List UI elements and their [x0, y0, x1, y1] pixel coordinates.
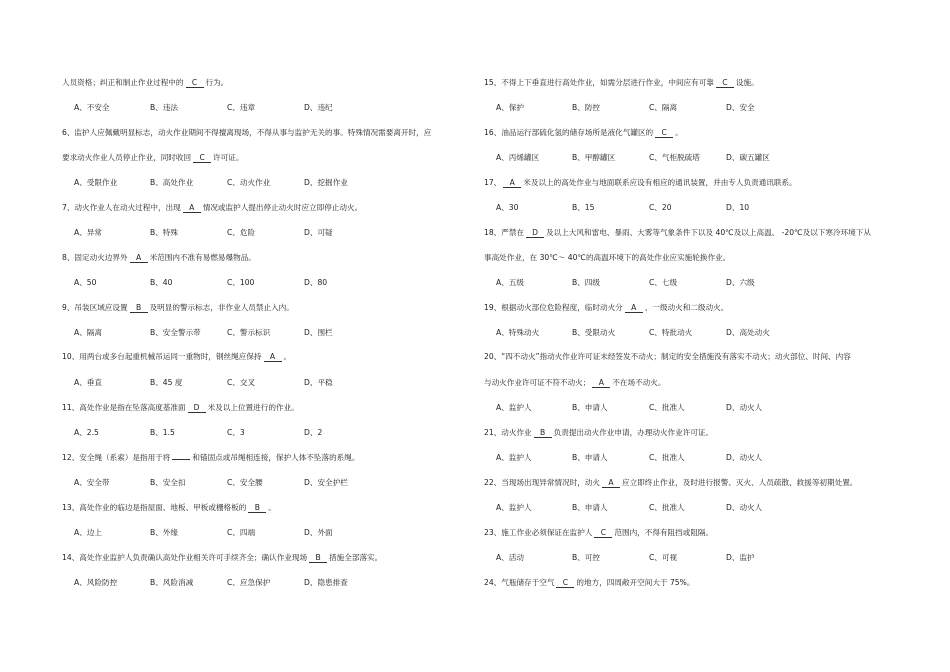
option-d: D、隐患排查: [304, 578, 348, 587]
question-line: [62, 303, 294, 313]
option-c: C、特批动火: [649, 328, 693, 337]
question-line: [484, 78, 759, 88]
question-text-after: 行为。: [205, 78, 229, 87]
question-text: 19、根据动火部位危险程度，临时动火分: [484, 303, 623, 312]
option-b: B、45 度: [150, 378, 183, 387]
option-b: B、40: [150, 278, 173, 287]
option-d: D、安全护栏: [304, 478, 348, 487]
options-row: [496, 328, 916, 338]
option-c: C、气柜脱硫塔: [649, 153, 700, 162]
option-b: B、受限动火: [572, 328, 616, 337]
option-c: C、3: [227, 428, 245, 437]
option-b: B、申请人: [572, 453, 608, 462]
answer-blank: C: [716, 78, 734, 88]
question-text: 事高处作业，在 30℃～ 40℃的高温环境下的高处作业应实施轮换作业。: [484, 253, 731, 262]
option-d: D、2: [304, 428, 323, 437]
option-b: B、甲醇罐区: [572, 153, 616, 162]
option-b: B、特殊: [150, 228, 178, 237]
options-row: [74, 578, 494, 588]
option-b: B、外缘: [150, 528, 178, 537]
question-text-after: 的地方，四周敞开空间大于 75%。: [576, 578, 695, 587]
option-b: B、1.5: [150, 428, 175, 437]
question-line: [484, 228, 871, 238]
option-a: A、丙烯罐区: [496, 153, 540, 162]
question-text: 7、动火作业人在动火过程中，出现: [62, 203, 181, 212]
option-b: B、安全警示带: [150, 328, 201, 337]
option-a: A、风险防控: [74, 578, 118, 587]
option-a: A、活动: [496, 553, 524, 562]
question-line: [62, 503, 276, 513]
question-text-after: 情况或监护人提出停止动火时应立即停止动火。: [202, 203, 363, 212]
option-c: C、安全腰: [227, 478, 263, 487]
question-text: 15、不得上下垂直进行高处作业，如需分层进行作业，中间应有可靠: [484, 78, 714, 87]
options-row: [74, 478, 494, 488]
option-d: D、高处动火: [726, 328, 770, 337]
option-d: D、违纪: [304, 103, 333, 112]
option-a: A、边上: [74, 528, 102, 537]
question-text: 6、监护人应佩戴明显标志，动火作业期间不得擅离现场，不得从事与监护无关的事。特殊情况需要离开时，应: [62, 128, 432, 137]
question-text-after: 设施。: [735, 78, 759, 87]
answer-blank: A: [592, 378, 610, 388]
option-a: A、监护人: [496, 403, 532, 412]
answer-blank: B: [309, 553, 327, 563]
question-line: [62, 352, 291, 362]
option-a: A、30: [496, 203, 519, 212]
answer-blank: A: [602, 478, 620, 488]
answer-blank: A: [503, 178, 521, 188]
option-c: C、批准人: [649, 503, 685, 512]
question-line: [484, 303, 728, 313]
option-b: B、申请人: [572, 503, 608, 512]
option-a: A、安全带: [74, 478, 110, 487]
answer-blank: D: [188, 403, 206, 413]
question-text: 9、吊装区域应设置: [62, 303, 128, 312]
option-c: C、隔离: [649, 103, 678, 112]
options-row: [74, 278, 494, 288]
answer-blank: C: [193, 153, 211, 163]
options-row: [496, 153, 916, 163]
answer-blank: A: [183, 203, 201, 213]
question-text-after: 许可证。: [213, 153, 244, 162]
question-line: [484, 528, 713, 538]
option-b: B、安全扣: [150, 478, 186, 487]
option-c: C、批准人: [649, 403, 685, 412]
question-text-after: 、一级动火和二级动火。: [644, 303, 729, 312]
question-text-after: 措施全部落实。: [329, 553, 383, 562]
option-a: A、2.5: [74, 428, 99, 437]
options-row: [496, 453, 916, 463]
question-text-after: 。: [675, 128, 683, 137]
option-d: D、挖掘作业: [304, 178, 348, 187]
question-text: 10、用两台或多台起重机械吊运同一重物时，钢丝绳应保持: [62, 352, 262, 361]
option-b: B、风险消减: [150, 578, 194, 587]
answer-blank: C: [186, 78, 204, 88]
answer-blank: C: [556, 578, 574, 588]
option-c: C、可视: [649, 553, 678, 562]
question-text-after: 范围内，不得有阻挡或阻隔。: [614, 528, 714, 537]
options-row: [74, 528, 494, 538]
question-text: 17、: [484, 178, 502, 187]
answer-blank: D: [526, 228, 544, 238]
options-row: [496, 553, 916, 563]
answer-blank: B: [534, 428, 552, 438]
option-a: A、受限作业: [74, 178, 118, 187]
question-text: 22、当现场出现异常情况时，动火: [484, 478, 600, 487]
option-d: D、10: [726, 203, 750, 212]
option-b: B、防控: [572, 103, 600, 112]
option-a: A、50: [74, 278, 97, 287]
option-a: A、监护人: [496, 503, 532, 512]
option-d: D、80: [304, 278, 328, 287]
option-c: C、警示标识: [227, 328, 271, 337]
option-b: B、申请人: [572, 403, 608, 412]
question-text: 8、固定动火边界外: [62, 253, 128, 262]
option-d: D、围栏: [304, 328, 333, 337]
question-text-after: 米及以上的高处作业与地面联系应设有相应的通讯装置，并由专人负责通讯联系。: [523, 178, 797, 187]
question-text-after: 和锚固点或吊绳相连接，保护人体不坠落的系绳。: [192, 453, 360, 462]
options-row: [74, 328, 494, 338]
question-line: [484, 378, 665, 388]
question-line: [62, 128, 431, 138]
question-text: 要求动火作业人员停止作业，同时收回: [62, 153, 192, 162]
question-line: [62, 453, 359, 463]
option-c: C、20: [649, 203, 672, 212]
question-line: [484, 578, 694, 588]
question-line: [484, 478, 857, 488]
question-line: [484, 128, 683, 138]
question-text-after: 应立即终止作业，及时进行报警、灭火、人员疏散、救援等初期处置。: [621, 478, 858, 487]
question-line: [62, 153, 243, 163]
question-line: [484, 253, 730, 263]
option-a: A、不安全: [74, 103, 110, 112]
option-c: C、七级: [649, 278, 678, 287]
question-text-after: 及明显的警示标志，非作业人员禁止入内。: [149, 303, 294, 312]
option-a: A、隔离: [74, 328, 102, 337]
option-d: D、平稳: [304, 378, 333, 387]
options-row: [496, 103, 916, 113]
answer-blank: B: [248, 503, 266, 513]
question-text: 人员资格；纠正和制止作业过程中的: [62, 78, 184, 87]
question-line: [484, 428, 713, 438]
answer-blank: A: [264, 352, 282, 362]
question-text-after: 米及以上位置进行的作业。: [207, 403, 299, 412]
question-line: [484, 178, 797, 188]
question-text: 与动火作业许可证不符不动火；: [484, 378, 591, 387]
option-c: C、批准人: [649, 453, 685, 462]
question-text-after: 负责提出动火作业申请，办理动火作业许可证。: [553, 428, 714, 437]
question-line: [62, 553, 382, 563]
question-text: 14、高处作业监护人负责确认高处作业相关许可手续齐全；确认作业现场: [62, 553, 308, 562]
answer-blank: A: [625, 303, 643, 313]
option-b: B、15: [572, 203, 595, 212]
question-text: 16、油品运行部硫化氢的储存场所是液化气罐区的: [484, 128, 654, 137]
question-text: 20、“四不动火”指动火作业许可证未经签发不动火；制定的安全措施没有落实不动火；动火部位、时间、内容: [484, 352, 851, 361]
question-text: 23、施工作业必须保证在监护人: [484, 528, 593, 537]
option-c: C、违章: [227, 103, 256, 112]
question-text-after: 。: [268, 503, 276, 512]
question-line: [62, 78, 228, 88]
question-text-after: 及以上大风和雷电、暴雨、大雾等气象条件下以及 40℃及以上高温、 -20℃及以下寒冷环境下从: [546, 228, 871, 237]
option-d: D、动火人: [726, 503, 763, 512]
question-text: 21、动火作业: [484, 428, 532, 437]
option-a: A、异常: [74, 228, 102, 237]
options-row: [74, 378, 494, 388]
option-d: D、外面: [304, 528, 333, 537]
option-d: D、动火人: [726, 403, 763, 412]
question-text: 12、安全绳（系索）是指用于将: [62, 453, 171, 462]
option-b: B、四级: [572, 278, 600, 287]
option-d: D、动火人: [726, 453, 763, 462]
option-a: A、特殊动火: [496, 328, 540, 337]
answer-blank: [172, 459, 190, 460]
option-b: B、高处作业: [150, 178, 194, 187]
option-c: C、交叉: [227, 378, 256, 387]
option-d: D、安全: [726, 103, 755, 112]
option-c: C、四端: [227, 528, 256, 537]
question-text: 24、气瓶储存于空气: [484, 578, 555, 587]
option-a: A、监护人: [496, 453, 532, 462]
options-row: [74, 178, 494, 188]
question-text-after: 。: [283, 352, 292, 361]
option-d: D、可疑: [304, 228, 333, 237]
question-text: 13、高处作业的临边是指屋面、地板、甲板或栅格板的: [62, 503, 247, 512]
question-text-after: 米范围内不准有易燃易爆物品。: [149, 253, 256, 262]
question-text: 11、高处作业是指在坠落高度基准面: [62, 403, 186, 412]
option-c: C、应急保护: [227, 578, 271, 587]
question-line: [484, 352, 851, 362]
option-a: A、垂直: [74, 378, 102, 387]
options-row: [496, 203, 916, 213]
answer-blank: C: [655, 128, 673, 138]
option-a: A、五级: [496, 278, 524, 287]
options-row: [74, 428, 494, 438]
options-row: [74, 228, 494, 238]
options-row: [496, 503, 916, 513]
options-row: [496, 278, 916, 288]
question-line: [62, 253, 256, 263]
question-text-after: 不在场不动火。: [612, 378, 666, 387]
options-row: [496, 403, 916, 413]
question-line: [62, 403, 299, 413]
option-a: A、保护: [496, 103, 524, 112]
option-d: D、碳五罐区: [726, 153, 770, 162]
option-d: D、六级: [726, 278, 755, 287]
option-b: B、可控: [572, 553, 600, 562]
option-c: C、100: [227, 278, 255, 287]
option-c: C、动火作业: [227, 178, 271, 187]
answer-blank: A: [130, 253, 148, 263]
option-d: D、监护: [726, 553, 755, 562]
options-row: [74, 103, 494, 113]
question-text: 18、严禁在: [484, 228, 525, 237]
option-c: C、危险: [227, 228, 256, 237]
answer-blank: B: [130, 303, 148, 313]
answer-blank: C: [594, 528, 612, 538]
option-b: B、违法: [150, 103, 178, 112]
question-line: [62, 203, 362, 213]
